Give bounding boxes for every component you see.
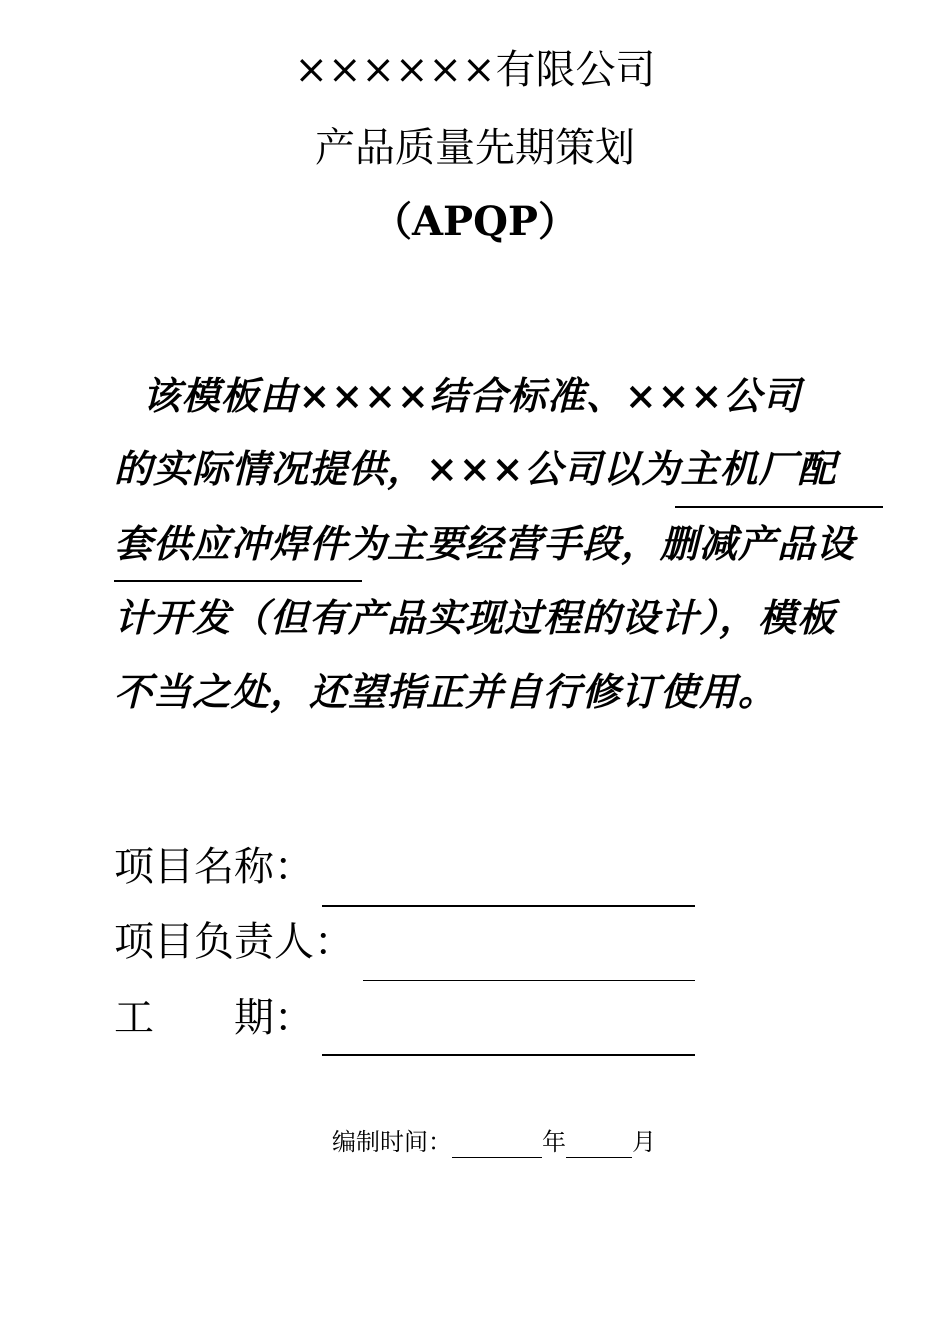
template-note-line: 不当之处，还望指正并自行修订使用。 xyxy=(114,669,778,714)
apqp-subtitle: （APQP） xyxy=(371,198,579,245)
template-note-line: 套供应冲焊件为主要经营手段，删减产品设 xyxy=(114,521,856,566)
template-note-line: 的实际情况提供，×××公司以为主机厂配 xyxy=(114,446,837,491)
compile-date-label: 编制时间： xyxy=(332,1128,452,1156)
year-label: 年 xyxy=(542,1128,566,1156)
compile-date-row xyxy=(332,1126,656,1158)
project-name-blank-line xyxy=(322,905,695,907)
year-blank-line xyxy=(452,1131,542,1158)
text-underline xyxy=(675,506,883,508)
text-underline xyxy=(114,580,362,582)
template-note-line: 计开发（但有产品实现过程的设计），模板 xyxy=(114,595,837,640)
document-title: 产品质量先期策划 xyxy=(315,125,635,171)
project-owner-blank-line xyxy=(363,980,695,981)
month-label: 月 xyxy=(632,1128,656,1156)
period-blank-line xyxy=(322,1054,695,1056)
template-note-line: 该模板由××××结合标准、×××公司 xyxy=(114,373,802,418)
company-title: ××××××有限公司 xyxy=(294,47,656,93)
project-owner-label: 项目负责人： xyxy=(114,919,354,965)
month-blank-line xyxy=(566,1131,632,1158)
period-label: 工 期： xyxy=(114,995,314,1041)
project-name-label: 项目名称： xyxy=(114,844,314,890)
